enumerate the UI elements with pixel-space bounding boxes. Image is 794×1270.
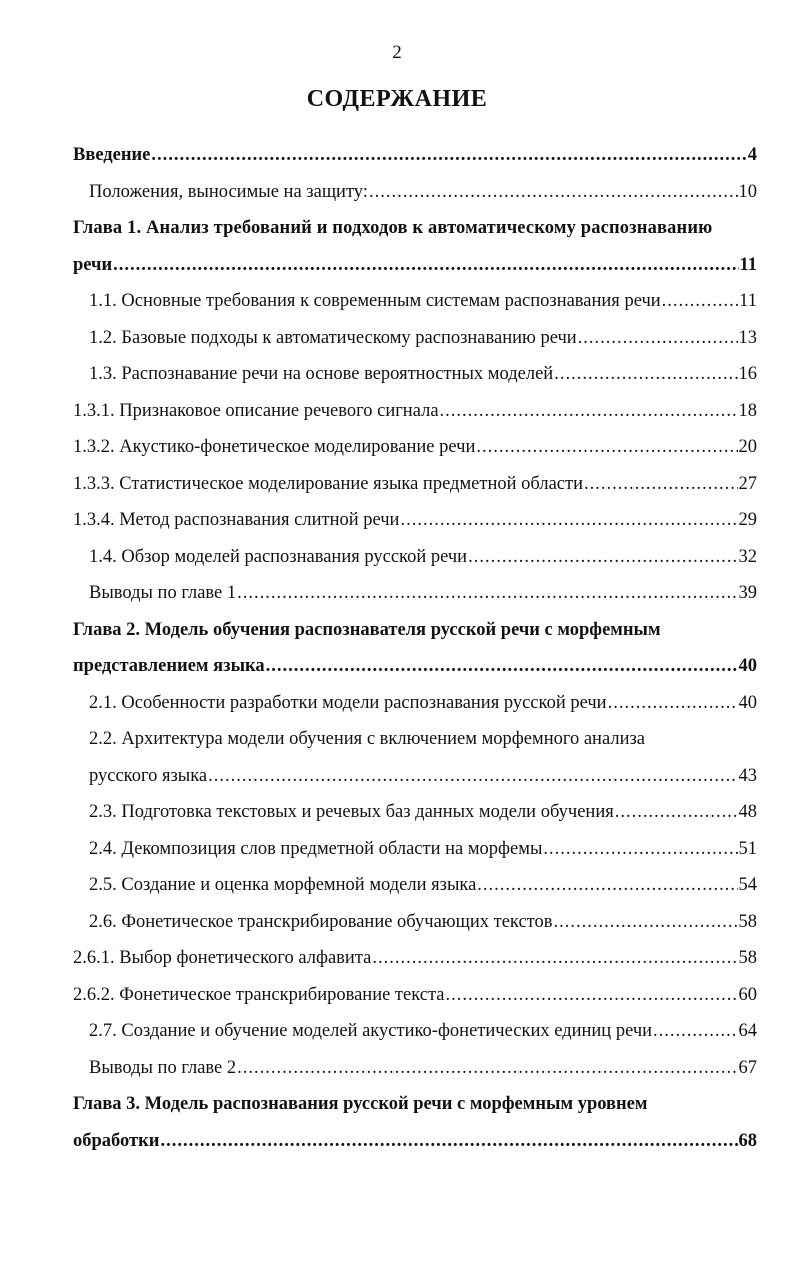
- toc-entry-1-3-4: 1.3.4. Метод распознавания слитной речи ..... 29: [73, 502, 757, 539]
- dot-leader: [237, 1050, 737, 1087]
- dot-leader: [369, 174, 738, 211]
- toc-entry-chapter-2-line-1: Глава 2. Модель обучения распознавателя русской речи с морфемным: [73, 619, 661, 640]
- dot-leader: [584, 466, 738, 503]
- toc-entry-2-4: 2.4. Декомпозиция слов предметной области на морфемы ..... 51: [73, 831, 757, 868]
- dot-leader: [440, 393, 738, 430]
- toc-entry-1-3: 1.3. Распознавание речи на основе вероятностных моделей ..... 16: [73, 356, 757, 393]
- dot-leader: [446, 977, 738, 1014]
- toc-entry-1-3-2: 1.3.2. Акустико-фонетическое моделирование речи ..... 20: [73, 429, 757, 466]
- toc-entry-chapter-1-conclusions: Выводы по главе 1 ..... 39: [73, 575, 757, 612]
- toc-entry-1-4: 1.4. Обзор моделей распознавания русской речи ..... 32: [73, 539, 757, 576]
- dot-leader: [208, 758, 737, 795]
- dot-leader: [237, 575, 737, 612]
- toc-entry-2-6-2: 2.6.2. Фонетическое транскрибирование текста ..... 60: [73, 977, 757, 1014]
- dot-leader: [468, 539, 737, 576]
- toc-entry-2-6: 2.6. Фонетическое транскрибирование обучающих текстов ..... 58: [73, 904, 757, 941]
- dot-leader: [160, 1123, 737, 1160]
- toc-entry-chapter-3-line-1: Глава 3. Модель распознавания русской речи с морфемным уровнем: [73, 1094, 648, 1114]
- toc-entry-2-2-line-2: русского языка ..... 43: [73, 758, 757, 795]
- toc-entry-2-5: 2.5. Создание и оценка морфемной модели языка ..... 54: [73, 867, 757, 904]
- toc-entry-chapter-2-conclusions: Выводы по главе 2 ..... 67: [73, 1050, 757, 1087]
- toc-entry-1-3-1: 1.3.1. Признаковое описание речевого сигнала ..... 18: [73, 393, 757, 430]
- dot-leader: [113, 247, 738, 284]
- toc-entry-1-1: 1.1. Основные требования к современным системам распознавания речи ..... 11: [73, 283, 757, 320]
- toc-entry-2-6-1: 2.6.1. Выбор фонетического алфавита ..... 58: [73, 940, 757, 977]
- dot-leader: [608, 685, 738, 722]
- dot-leader: [476, 429, 737, 466]
- toc-entry-2-3: 2.3. Подготовка текстовых и речевых баз данных модели обучения ..... 48: [73, 794, 757, 831]
- dot-leader: [266, 648, 738, 685]
- toc-entry-chapter-1-line-1: Глава 1. Анализ требований и подходов к автоматическому распознаванию: [73, 218, 713, 238]
- dot-leader: [400, 502, 737, 539]
- dot-leader: [615, 794, 738, 831]
- dot-leader: [151, 137, 746, 174]
- dot-leader: [372, 940, 737, 977]
- toc-entry-1-2: 1.2. Базовые подходы к автоматическому распознаванию речи ..... 13: [73, 320, 757, 357]
- dot-leader: [543, 831, 737, 868]
- dot-leader: [578, 320, 738, 357]
- dot-leader: [662, 283, 739, 320]
- page-title: СОДЕРЖАНИЕ: [306, 86, 488, 112]
- page-number: 2: [392, 42, 402, 63]
- dot-leader: [554, 904, 738, 941]
- dot-leader: [477, 867, 737, 904]
- toc-entry-2-1: 2.1. Особенности разработки модели распознавания русской речи ..... 40: [73, 685, 757, 722]
- dot-leader: [554, 356, 737, 393]
- toc-entry-2-7: 2.7. Создание и обучение моделей акустико-фонетических единиц речи ..... 64: [73, 1013, 757, 1050]
- table-of-contents: [73, 137, 757, 1159]
- toc-entry-defense-statements: Положения, выносимые на защиту: ..... 10: [73, 174, 757, 211]
- toc-entry-chapter-3-line-2: обработки ..... 68: [73, 1123, 757, 1160]
- toc-entry-2-2-line-1: 2.2. Архитектура модели обучения с включением морфемного анализа: [89, 729, 645, 749]
- toc-entry-1-3-3: 1.3.3. Статистическое моделирование языка предметной области ..... 27: [73, 466, 757, 503]
- toc-entry-introduction: Введение ..... 4: [73, 137, 757, 174]
- dot-leader: [653, 1013, 737, 1050]
- toc-entry-chapter-1-line-2: речи ..... 11: [73, 247, 757, 284]
- toc-entry-chapter-2-line-2: представлением языка ..... 40: [73, 648, 757, 685]
